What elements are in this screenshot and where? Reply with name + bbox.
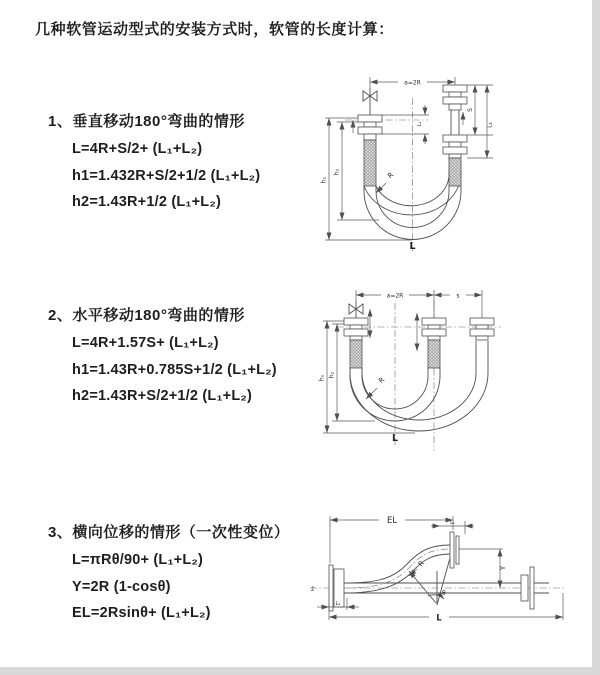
section-2: [48, 306, 277, 414]
length-label: L: [436, 613, 442, 624]
section-3-formula-Y: Y=2R (1-cosθ): [72, 578, 171, 595]
braided-hose-section: [364, 140, 376, 186]
scan-edge-bottom: [0, 667, 600, 675]
dimension-lines: [325, 77, 493, 240]
dim-label-el: EL: [386, 516, 398, 526]
dim-label-h1: h₁: [318, 374, 326, 382]
section-1-heading: 1、垂直移动180°弯曲的情形: [48, 113, 245, 130]
section-3-formula-EL: EL=2Rsinθ+ (L₁+L₂): [72, 605, 211, 621]
section-2-formula-L: L=4R+1.57S+ (L₁+L₂): [72, 335, 219, 351]
page-title: 几种软管运动型式的安装方式时，软管的长度计算：: [35, 21, 394, 38]
section-2-heading: 2、水平移动180°弯曲的情形: [48, 307, 245, 324]
dim-label-y: Y: [499, 565, 507, 571]
braided-hose-section: [350, 340, 362, 368]
section-1-formula-h1: h1=1.432R+S/2+1/2 (L₁+L₂): [72, 167, 261, 184]
pipe-fittings: [329, 532, 534, 611]
section-1-formula-L: L=4R+S/2+ (L₁+L₂): [72, 141, 203, 157]
diagram-lateral-offset: [303, 503, 593, 653]
length-label: L: [409, 241, 416, 252]
section-3: [48, 523, 289, 631]
dim-label-h2: h₂: [328, 371, 336, 379]
hose-body: [344, 545, 549, 605]
dim-label-a2r: a=2R: [386, 292, 404, 300]
centerline-mark-z: z̄: [311, 586, 315, 593]
dim-label-h1: h₁: [320, 176, 328, 184]
dim-label-h2: h₂: [333, 168, 341, 176]
section-3-heading: 3、横向位移的情形（一次性变位）: [48, 524, 290, 541]
dimension-lines: [323, 290, 482, 433]
dim-label-l1: L₁: [450, 520, 455, 526]
valve-icon: [363, 88, 377, 115]
length-label: L: [391, 433, 399, 444]
radius-label: R: [377, 375, 387, 386]
pipe-fittings: [344, 318, 494, 368]
section-1: [48, 112, 260, 220]
dim-label-s: s: [456, 292, 460, 300]
hose-body: [350, 341, 488, 431]
dim-label-l1-right: L₁: [486, 122, 494, 128]
diagram-vertical-u-bend: [315, 70, 585, 260]
section-2-formula-h1: h1=1.43R+0.785S+1/2 (L₁+L₂): [72, 361, 277, 378]
dim-label-l2: L₂: [335, 601, 341, 607]
section-1-formula-h2: h2=1.43R+1/2 (L₁+L₂): [72, 194, 222, 210]
section-2-formula-h2: h2=1.43R+S/2+1/2 (L₁+L₂): [72, 388, 253, 404]
braided-hose-section: [449, 158, 461, 186]
section-3-formula-L: L=πRθ/90+ (L₁+L₂): [72, 552, 204, 568]
diagram-horizontal-u-bend: [315, 283, 585, 458]
radius-label: R: [416, 559, 427, 569]
scan-edge-right: [592, 0, 600, 675]
braided-hose-section: [428, 340, 440, 368]
radius-label: R: [386, 170, 396, 181]
dim-label-s: S: [467, 108, 474, 112]
angle-label-theta: θ: [442, 590, 446, 597]
dimension-lines: [317, 516, 563, 620]
dim-label-a2r: a=2R: [404, 79, 421, 87]
valve-icon: [349, 301, 363, 318]
dim-label-l1-left: L₁: [417, 121, 423, 127]
